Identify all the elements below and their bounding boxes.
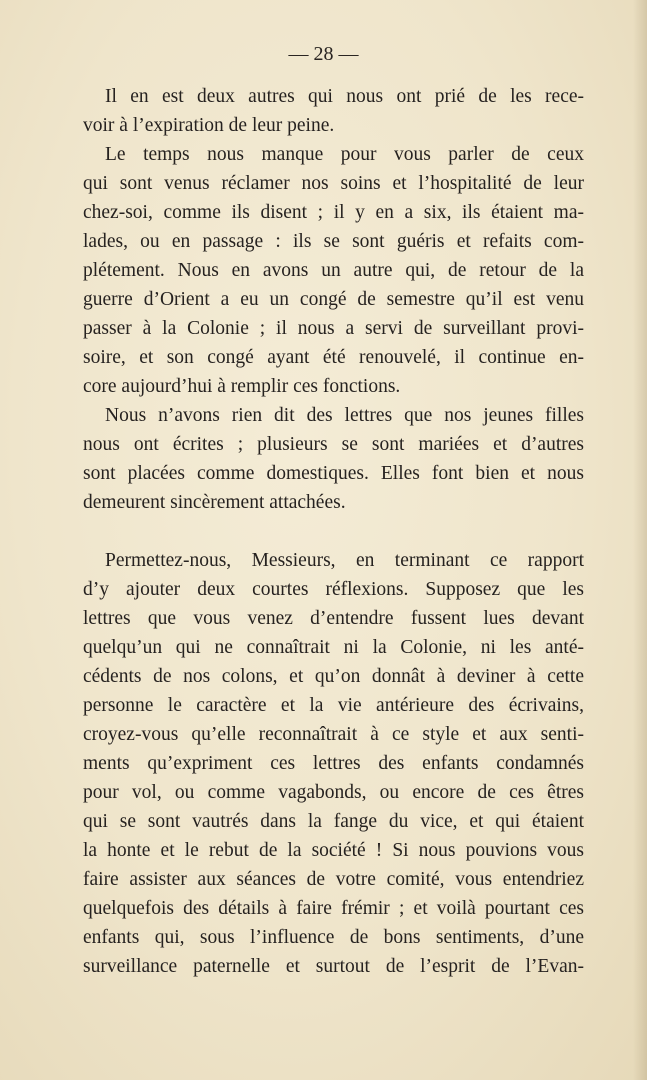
body-text [83,82,584,981]
paragraph-4-line-10: qui se sont vautrés dans la fange du vice, et qui étaient [83,811,584,832]
paragraph-4-line-5: cédents de nos colons, et qu’on donnât à deviner à cette [83,666,584,687]
paragraph-4-line-8: ments qu’expriment ces lettres des enfants condamnés [83,753,584,774]
paragraph-4-line-11: la honte et le rebut de la société ! Si nous pouvions vous [83,840,584,861]
paragraph-4-line-6: personne le caractère et la vie antérieure des écrivains, [83,695,584,716]
paragraph-3-line-3: sont placées comme domestiques. Elles font bien et nous [83,463,584,484]
paragraph-3-line-1: Nous n’avons rien dit des lettres que nos jeunes filles [105,405,584,426]
paragraph-2-line-2: qui sont venus réclamer nos soins et l’hospitalité de leur [83,173,584,194]
paragraph-4-line-15: surveillance paternelle et surtout de l’esprit de l’Evan- [83,956,584,977]
paragraph-2-line-7: passer à la Colonie ; il nous a servi de surveillant provi- [83,318,584,339]
paragraph-3-line-2: nous ont écrites ; plusieurs se sont mariées et d’autres [83,434,584,455]
paragraph-gap [83,517,584,546]
paragraph-4-line-2: d’y ajouter deux courtes réflexions. Supposez que les [83,579,584,600]
paragraph-1-line-2: voir à l’expiration de leur peine. [83,115,335,136]
paragraph-4-line-4: quelqu’un qui ne connaîtrait ni la Colonie, ni les anté- [83,637,584,658]
paragraph-1-line-1: Il en est deux autres qui nous ont prié de les rece- [105,86,584,107]
paragraph-2-line-9: core aujourd’hui à remplir ces fonctions. [83,376,401,397]
paragraph-2-line-6: guerre d’Orient a eu un congé de semestre qu’il est venu [83,289,584,310]
page-number: — 28 — [288,43,359,65]
paragraph-3-line-4: demeurent sincèrement attachées. [83,492,346,513]
paragraph-4-line-1: Permettez-nous, Messieurs, en terminant ce rapport [105,550,584,571]
paragraph-4-line-13: quelquefois des détails à faire frémir ; et voilà pourtant ces [83,898,584,919]
paragraph-2-line-8: soire, et son congé ayant été renouvelé, il continue en- [83,347,584,368]
paragraph-4-line-3: lettres que vous venez d’entendre fussent lues devant [83,608,584,629]
paragraph-2-line-5: plétement. Nous en avons un autre qui, de retour de la [83,260,584,281]
paragraph-2-line-4: lades, ou en passage : ils se sont guéris et refaits com- [83,231,584,252]
paragraph-4-line-12: faire assister aux séances de votre comité, vous entendriez [83,869,584,890]
paragraph-4-line-7: croyez-vous qu’elle reconnaîtrait à ce style et aux senti- [83,724,584,745]
paragraph-2-line-3: chez-soi, comme ils disent ; il y en a six, ils étaient ma- [83,202,584,223]
paragraph-4-line-14: enfants qui, sous l’influence de bons sentiments, d’une [83,927,584,948]
paragraph-2-line-1: Le temps nous manque pour vous parler de ceux [105,144,584,165]
page-spine-shadow [633,0,647,1080]
paragraph-4-line-9: pour vol, ou comme vagabonds, ou encore de ces êtres [83,782,584,803]
